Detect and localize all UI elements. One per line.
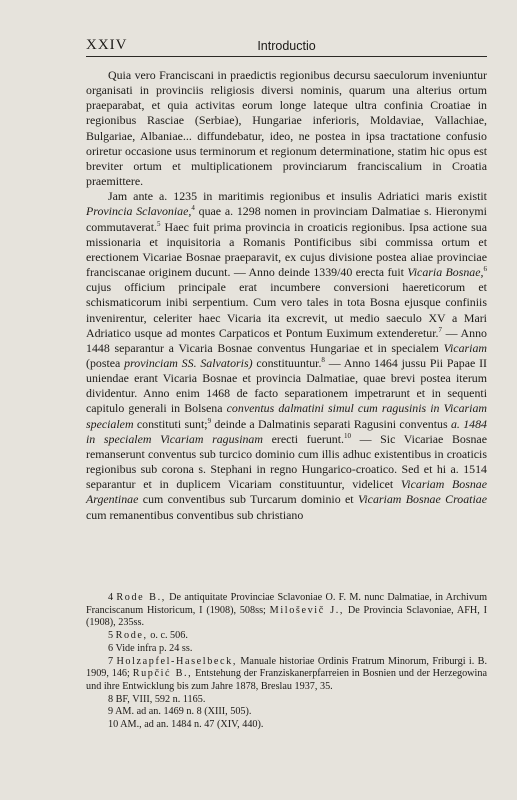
- paragraph-1: [86, 68, 487, 189]
- italic-text: Provincia Sclavoniae,: [86, 204, 192, 219]
- text-run: cum conventibus sub Turcarum dominio et: [138, 492, 358, 507]
- page-number: XXIV: [86, 37, 128, 53]
- text-run: Jam ante a. 1235 in maritimis regionibus et insulis Adriatici maris existit: [108, 189, 487, 204]
- text-run: Haec fuit prima provincia in croaticis regionibus. Ipsa actione sua missionaria et inquisitoria a Romanis Pontificibus sibi commissa ortum et erectionem Vicariae Bosnae praeparavit, ex cujus divisione postea aliae provinciae franciscanae originem ducunt. — Anno deinde 1339/40 erecta fuit: [86, 219, 487, 280]
- text-run: De Provincia Sclavoniae, AFH, I (1908), 235ss.: [86, 604, 487, 629]
- footnote-10: [86, 719, 487, 732]
- italic-text: Vicariam Bosnae Argentinae: [86, 477, 487, 507]
- text-run: cum remanentibus conventibus sub christiano: [86, 507, 304, 522]
- text-run: constituti sunt;: [133, 416, 208, 431]
- footnotes: [86, 592, 487, 732]
- text-run: Rode B.,: [116, 592, 166, 603]
- text-run: 10 AM., ad an. 1484 n. 47 (XIV, 440).: [108, 719, 264, 731]
- text-run: deinde a Dalmatinis separati Ragusini conventus: [211, 416, 451, 431]
- footnote-ref: 10: [343, 431, 351, 440]
- text-run: 4: [108, 592, 117, 603]
- footnote-6: [86, 643, 487, 656]
- text-run: 9 AM. ad an. 1469 n. 8 (XIII, 505).: [108, 706, 252, 718]
- page-header: [86, 34, 487, 57]
- text-run: 7: [108, 655, 117, 667]
- text-run: cujus officium principale erat incumbere conversioni haereticorum et schismaticorum inibi serpentium. Cum vero tales in tota Bosna ejusque confiniis invenirentur, celeriter haec Vicaria ita excrevit, ut medio saeculo XV a Mari Adriatico usque ad montes Carpaticos et Pontum Euximum extenderetur.: [86, 280, 487, 340]
- footnote-5: [86, 630, 487, 643]
- footnote-ref: 9: [207, 416, 212, 425]
- text-run: Rupčić B.,: [132, 668, 193, 680]
- footnote-ref: 5: [156, 219, 161, 228]
- text-run: (postea: [86, 355, 125, 370]
- text-run: 5: [108, 630, 116, 642]
- running-head: Introductio: [257, 39, 316, 53]
- italic-text: Vicaria Bosnae,: [407, 265, 484, 280]
- text-run: Holzapfel-Haselbeck,: [116, 655, 237, 667]
- text-run: constituuntur.: [252, 355, 322, 370]
- text-run: Miloševič J.,: [269, 604, 345, 616]
- italic-text: Vicariam: [443, 340, 487, 355]
- text-run: Entstehung der Franziskanerpfarreien in Bosnien und der Herzegowina und ihre Entwicklung bis zum Jahre 1878, Breslau 1937, 35.: [86, 668, 487, 692]
- footnote-8: [86, 694, 487, 707]
- body-text: [86, 68, 487, 523]
- italic-text: provinciam SS. Salvatoris): [124, 355, 253, 370]
- italic-text: conventus dalmatini simul cum ragusinis in Vicariam specialem: [86, 401, 487, 431]
- footnote-9: [86, 706, 487, 719]
- footnote-ref: 4: [191, 204, 195, 213]
- text-run: quae a. 1298 nomen in provinciam Dalmatiae s. Hieronymi commutaverat.: [86, 204, 487, 234]
- text-run: o. c. 506.: [147, 630, 188, 642]
- text-run: De antiquitate Provinciae Sclavoniae O. F. M. nunc Dalmatiae, in Archivum Franciscanum Historicum, I (1908), 508ss;: [86, 592, 487, 616]
- italic-text: Vicariam Bosnae Croatiae: [358, 492, 487, 507]
- text-run: erecti fuerunt.: [262, 431, 344, 446]
- text-run: — Anno 1448 separantur a Vicaria Bosnae conventus Hungariae et in specialem: [86, 325, 487, 355]
- footnote-ref: 6: [483, 265, 488, 274]
- text-run: 8 BF, VIII, 592 n. 1165.: [108, 693, 206, 705]
- footnote-7: [86, 656, 487, 694]
- footnote-ref: 8: [321, 356, 325, 364]
- text-run: 6 Vide infra p. 24 ss.: [108, 642, 193, 654]
- footnote-4: [86, 592, 487, 630]
- text-run: — Sic Vicariae Bosnae remanserunt conventus sub turcico dominio cum illis adhuc existentibus in croaticis regionibus sub corona s. Stephani in regno Hungarico-croatico. Sed et hi a. 1514 separantur et in duplicem Vicariam constituuntur, videlicet: [86, 431, 487, 492]
- footnote-ref: 7: [438, 325, 443, 334]
- text-run: — Anno 1464 jussu Pii Papae II uniendae erant Vicaria Bosnae et provincia Dalmatiae, quae brevi postea iterum dividentur. Anno enim 1468 de facto separationem impetrarunt et in sequenti capitulo generali in Bolsena: [86, 355, 487, 416]
- text-run: Quia vero Franciscani in praedictis regionibus decursu saeculorum inveniuntur organisati in provinciis religiosis diversi nominis, quarum una alterius ortum praeparabat, et quia activitas eorum longe lateque ultra confinia Croatiae in regionibus Rasciae (Serbiae), Hungariae inferioris, Moldaviae, Vallachiae, Bulgariae, Albaniae... diffundebatur, ideo, ne postea in ipsa tractatione confusio oriretur occasione usus terminorum et regionum determinatione, statim hic opus est breviter ortum et multiplicationem provinciarum franciscalium in Croatia praemittere.: [86, 68, 487, 189]
- text-run: Manuale historiae Ordinis Fratrum Minorum, Friburgi i. B. 1909, 146;: [86, 655, 487, 680]
- italic-text: a. 1484 in specialem Vicariam ragusinam: [86, 416, 487, 446]
- text-run: Rode,: [115, 630, 148, 642]
- paragraph-2: [86, 189, 487, 522]
